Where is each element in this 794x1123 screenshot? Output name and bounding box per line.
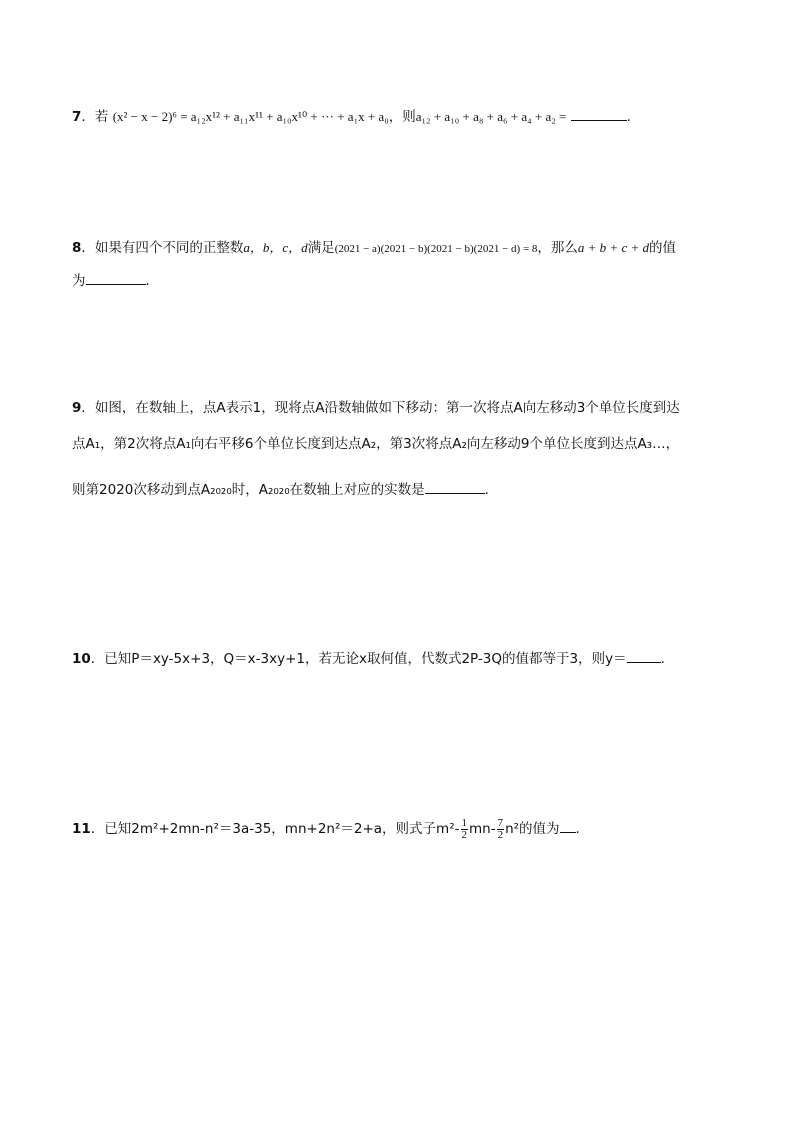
question-text: 则第2020次移动到点A₂₀₂₀时，A₂₀₂₀在数轴上对应的实数是: [72, 482, 425, 498]
answer-blank[interactable]: [86, 270, 146, 285]
expression: a₁₂ + a₁₀ + a₈ + a₆ + a₄ + a₂ =: [415, 109, 567, 124]
fraction-denominator: 2: [461, 828, 467, 841]
question-9-line-2: [72, 434, 732, 454]
question-9: [72, 398, 732, 418]
question-dot: ．: [90, 821, 105, 837]
question-9-line-3: [72, 479, 732, 500]
question-dot: ．: [81, 109, 95, 125]
question-10: [72, 648, 732, 669]
question-dot: ．: [90, 651, 105, 667]
question-number: 11: [72, 821, 91, 837]
period: .: [484, 482, 489, 498]
question-dot: ．: [81, 400, 95, 416]
question-text: 已知P＝xy-5x+3，Q＝x-3xy+1，若无论x取何值，代数式2P-3Q的值都等于3，则y＝: [104, 651, 627, 667]
fraction-one-half: [461, 818, 469, 841]
fraction-numerator: 1: [461, 816, 467, 829]
question-11: [72, 816, 732, 842]
period: .: [575, 821, 580, 837]
period: .: [145, 273, 150, 289]
fraction-numerator: 7: [497, 816, 504, 829]
expression: a + b + c + d: [577, 240, 649, 255]
answer-blank[interactable]: [425, 479, 485, 494]
question-text: 点A₁，第2次将点A₁向右平移6个单位长度到达点A₂，第3次将点A₂向左移动9个单位长度到达点A₃…，: [72, 436, 680, 452]
question-text: 满足: [307, 240, 335, 256]
question-text: n²的值为: [505, 821, 560, 837]
question-text: 若: [94, 109, 109, 125]
question-text: 的值: [649, 240, 676, 256]
question-text: 如图，在数轴上，点A表示1，现将点A沿数轴做如下移动：第一次将点A向左移动3个单位长度到达: [94, 400, 680, 416]
question-number: 7: [72, 109, 82, 125]
question-7: [72, 106, 732, 127]
fraction-denominator: 2: [497, 828, 504, 841]
question-number: 8: [72, 240, 82, 256]
answer-blank[interactable]: [560, 818, 576, 833]
question-text: ，那么: [537, 240, 578, 256]
question-8: [72, 238, 732, 259]
fraction-seven-halves: [497, 818, 505, 841]
question-text: 已知2m²+2mn-n²＝3a-35，mn+2n²＝2+a，则式子m²-: [104, 821, 460, 837]
question-text: 为: [72, 273, 86, 289]
answer-blank[interactable]: [571, 106, 627, 121]
period: .: [626, 109, 631, 125]
condition-equation: (2021 − a)(2021 − b)(2021 − b)(2021 − d) = 8: [334, 243, 538, 255]
variables: a，b，c，d: [243, 240, 308, 255]
period: .: [660, 651, 665, 667]
question-text: mn-: [469, 821, 496, 837]
question-dot: ．: [81, 240, 95, 256]
question-text: ，则: [388, 109, 416, 125]
question-number: 10: [72, 651, 91, 667]
answer-blank[interactable]: [627, 648, 661, 663]
question-8-line-2: [72, 270, 732, 291]
question-number: 9: [72, 400, 82, 416]
question-text: 如果有四个不同的正整数: [94, 240, 244, 256]
equation: (x² − x − 2)⁶ = a₁₂x¹² + a₁₁x¹¹ + a₁₀x¹⁰ + ··· + a₁x + a₀: [112, 109, 389, 124]
